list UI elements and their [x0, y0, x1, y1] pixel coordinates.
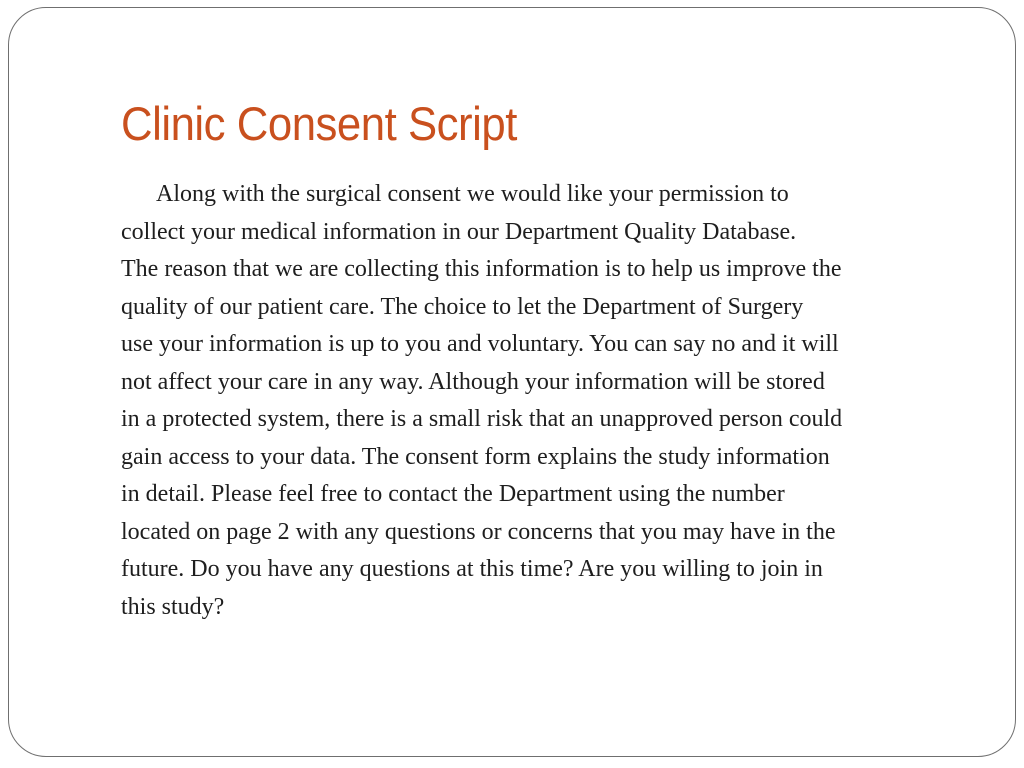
paragraph-line: quality of our patient care. The choice to let the Department of Surgery [121, 293, 804, 320]
paragraph-line: in detail. Please feel free to contact the Department using the number [121, 481, 785, 507]
paragraph-line: in a protected system, there is a small risk that an unapproved person could [121, 406, 843, 432]
paragraph-line: collect your medical information in our Department Quality Database. [121, 218, 797, 245]
paragraph-line: use your information is up to you and voluntary. You can say no and it will [121, 331, 839, 357]
paragraph-line: Along with the surgical consent we would like your permission to [156, 181, 789, 207]
paragraph-line: this study? [121, 593, 225, 620]
paragraph-line: gain access to your data. The consent form explains the study information [121, 443, 830, 470]
slide-title: Clinic Consent Script [121, 97, 517, 150]
consent-script-paragraph [121, 176, 983, 626]
paragraph-line: not affect your care in any way. Although your information will be stored [121, 368, 825, 395]
slide-frame [8, 7, 1016, 757]
paragraph-line: located on page 2 with any questions or concerns that you may have in the [121, 518, 836, 545]
paragraph-line: The reason that we are collecting this information is to help us improve the [121, 256, 842, 282]
paragraph-line: future. Do you have any questions at this time? Are you willing to join in [121, 556, 823, 582]
